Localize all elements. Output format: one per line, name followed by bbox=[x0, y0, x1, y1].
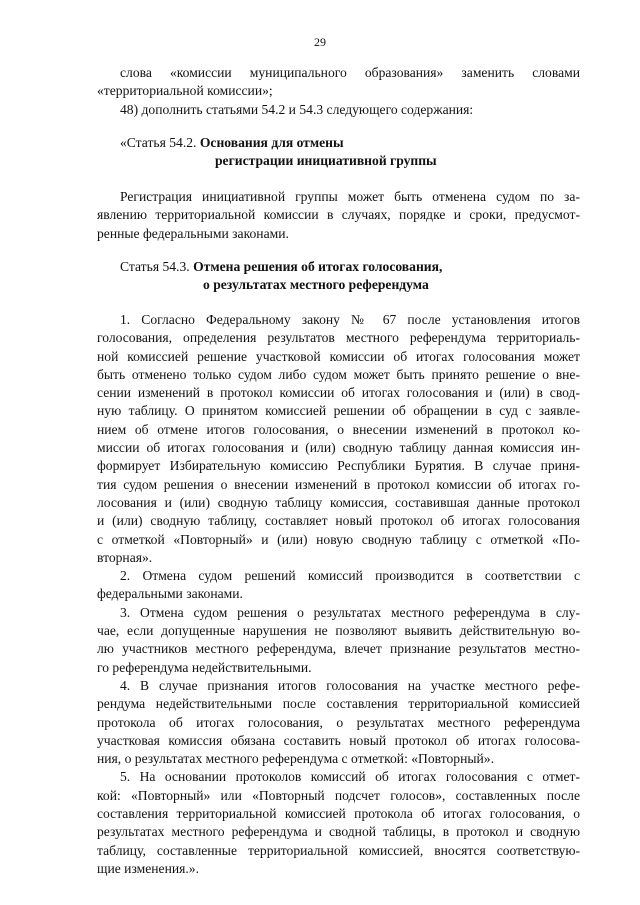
paragraph-line: рендума недействительными после составления территориальной комиссией bbox=[97, 696, 580, 712]
paragraph-line: таблицу, составленные территориальной комиссией, вносятся соответствую- bbox=[97, 842, 580, 858]
article-title-cont: регистрации инициативной группы bbox=[215, 153, 437, 169]
article-heading-line bbox=[97, 258, 580, 276]
paragraph-line: быть отменено только судом либо судом может быть принято решение о вне- bbox=[97, 366, 580, 382]
paragraph-line: федеральными законами. bbox=[97, 586, 243, 602]
intro-line: слова «комиссии муниципального образования» заменить словами bbox=[120, 65, 580, 80]
paragraph-line: составления территориальной комиссией протокола об итогах голосования, о bbox=[97, 806, 580, 822]
intro-block bbox=[97, 64, 580, 119]
paragraph-line: формирует Избирательную комиссию Республики Бурятия. В случае приня- bbox=[97, 458, 580, 474]
paragraph-line: ную таблицу. О принятом комиссией решении об обращении в суд с заявле- bbox=[97, 403, 580, 419]
body-line: явлению территориальной комиссии в случаях, порядке и сроки, предусмот- bbox=[97, 207, 580, 223]
paragraph-line: 4. В случае признания итогов голосования на участке местного рефе- bbox=[120, 677, 580, 693]
paragraph-line: результатах местного референдума и сводной таблицы, в протокол и сводную bbox=[97, 824, 580, 840]
paragraph-line: чае, если допущенные нарушения не позволяют выявить действительную во- bbox=[97, 623, 580, 639]
article-54-2-body bbox=[97, 188, 580, 243]
paragraph-line: 3. Отмена судом решения о результатах местного референдума в слу- bbox=[120, 604, 580, 620]
article-title-cont: о результатах местного референдума bbox=[203, 277, 429, 293]
paragraph-line: ния, о результатах местного референдума с отметкой: «Повторный». bbox=[97, 751, 494, 767]
paragraph-line: сении изменений в протокол комиссии об итогах голосования и (или) в свод- bbox=[97, 385, 580, 401]
article-54-3-body bbox=[97, 311, 580, 878]
article-title: Отмена решения об итогах голосования, bbox=[193, 259, 443, 274]
body-line: Регистрация инициативной группы может быть отменена судом по за- bbox=[120, 189, 580, 204]
paragraph-line: с отметкой «Повторный» и (или) новую сводную таблицу с отметкой «По- bbox=[97, 531, 580, 547]
paragraph-line: 1. Согласно Федеральному закону № 67 после установления итогов bbox=[120, 312, 580, 327]
paragraph-line: тия судом решения о внесении изменений в протокол комиссии об итогах го- bbox=[97, 476, 580, 492]
article-54-3-heading bbox=[97, 258, 580, 295]
paragraph-line: участковая комиссия обязана составить новый протокол об итогах голосова- bbox=[97, 732, 580, 748]
paragraph-line: щие изменения.». bbox=[97, 860, 199, 876]
paragraph-line: нием об отмене итогов голосования, о внесении изменений в протокол ко- bbox=[97, 421, 580, 437]
paragraph-line: ной комиссией решение участковой комиссии об итогах голосования может bbox=[97, 348, 580, 364]
article-label: «Статья 54.2. bbox=[120, 135, 200, 150]
paragraph-line: кой: «Повторный» или «Повторный подсчет голосов», составленных после bbox=[97, 787, 580, 803]
article-54-2-heading bbox=[97, 134, 580, 171]
paragraph-line: миссии об итогах голосования и (или) сводную таблицу данная комиссия ин- bbox=[97, 440, 580, 456]
paragraph-line: вторная». bbox=[97, 549, 153, 565]
body-line: ренные федеральными законами. bbox=[97, 225, 289, 241]
article-title: Основания для отмены bbox=[199, 135, 344, 150]
article-label: Статья 54.3. bbox=[120, 259, 194, 274]
article-heading-line bbox=[97, 134, 580, 152]
paragraph-line: протокола об итогах голосования, о результатах местного референдума bbox=[97, 714, 580, 730]
paragraph-line: 2. Отмена судом решений комиссий производится в соответствии с bbox=[120, 568, 580, 584]
paragraph-line: и (или) сводную таблицу, составляет новый протокол об итогах голосования bbox=[97, 513, 580, 529]
paragraph-line: лосования и (или) сводную таблицу комиссия, составившая данные протокол bbox=[97, 494, 580, 510]
paragraph-line: лю участников местного референдума, влечет признание результатов местно- bbox=[97, 641, 580, 657]
page-number: 29 bbox=[314, 35, 326, 49]
paragraph-line: голосования, определения результатов местного референдума территориаль- bbox=[97, 330, 580, 346]
intro-line: «территориальной комиссии»; bbox=[97, 83, 273, 99]
intro-line: 48) дополнить статьями 54.2 и 54.3 следующего содержания: bbox=[120, 101, 474, 117]
paragraph-line: 5. На основании протоколов комиссий об итогах голосования с отмет- bbox=[120, 769, 580, 785]
paragraph-line: го референдума недействительными. bbox=[97, 659, 312, 675]
